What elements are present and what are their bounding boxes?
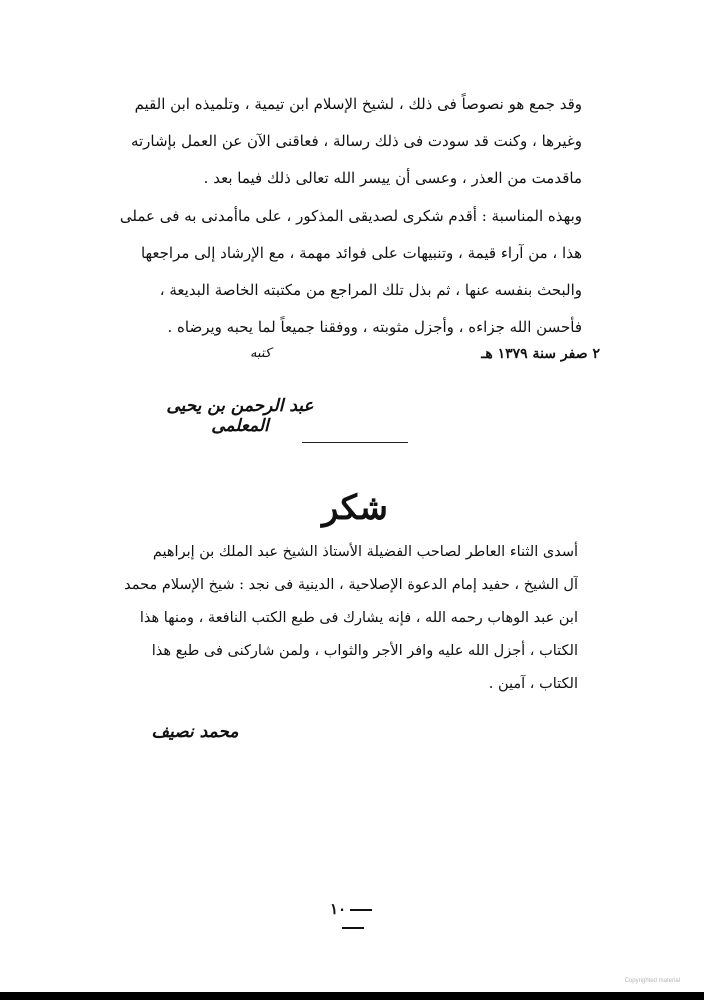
paragraph-2-line: هذا ، من آراء قيمة ، وتنبيهات على فوائد مهمة ، مع الإرشاد إلى مراجعها — [140, 244, 582, 262]
paragraph-1 — [114, 86, 582, 197]
paragraph-2-line: والبحث بنفسه عنها ، ثم بذل تلك المراجع من مكتبته الخاصة البديعة ، — [159, 281, 582, 299]
paragraph-3 — [114, 536, 578, 701]
author-signature: عبد الرحمن بن يحيى المعلمى — [166, 396, 314, 436]
date: ٢ صفر سنة ١٣٧٩ هـ — [481, 346, 600, 362]
date-line — [250, 346, 600, 368]
section-title: شكر — [321, 488, 389, 528]
paragraph-3-line: آل الشيخ ، حفيد إمام الدعوة الإصلاحية ، الدينية فى نجد : شيخ الإسلام محمد — [124, 577, 578, 593]
section-divider — [302, 442, 408, 443]
katabahu-label: كتبه — [250, 346, 272, 361]
page-number-dash-right — [342, 927, 364, 929]
bottom-border — [0, 992, 704, 1000]
paragraph-1-line: وقد جمع هو نصوصاً فى ذلك ، لشيخ الإسلام ابن تيمية ، وتلميذه ابن القيم — [134, 95, 582, 113]
paragraph-3-line: أسدى الثناء العاطر لصاحب الفضيلة الأستاذ الشيخ عبد الملك بن إبراهيم — [152, 544, 578, 560]
paragraph-2-line: وبهذه المناسبة : أقدم شكرى لصديقى المذكور ، على ماأمدنى به فى عملى — [119, 207, 582, 225]
paragraph-2-line: فأحسن الله جزاءه ، وأجزل مثوبته ، ووفقنا جميعاً لما يحبه ويرضاه . — [167, 318, 582, 336]
paragraph-1-line: وغيرها ، وكنت قد سودت فى ذلك رسالة ، فعاقنى الآن عن العمل بإشارته — [130, 132, 582, 150]
thanks-signature: محمد نصيف — [151, 722, 239, 742]
page-number-value: ١٠ — [329, 900, 347, 918]
paragraph-3-line: الكتاب ، آمين . — [488, 676, 578, 692]
page-number-dash-left — [350, 909, 372, 911]
copyright-watermark: Copyrighted material — [624, 978, 680, 984]
paragraph-2 — [114, 198, 582, 346]
paragraph-1-line: ماقدمت من العذر ، وعسى أن ييسر الله تعالى ذلك فيما بعد . — [203, 169, 582, 187]
page-number — [316, 900, 390, 920]
paragraph-3-line: الكتاب ، أجزل الله عليه وافر الأجر والثواب ، ولمن شاركنى فى طبع هذا — [151, 643, 578, 659]
paragraph-3-line: ابن عبد الوهاب رحمه الله ، فإنه يشارك فى طبع الكتب النافعة ، ومنها هذا — [139, 610, 578, 626]
